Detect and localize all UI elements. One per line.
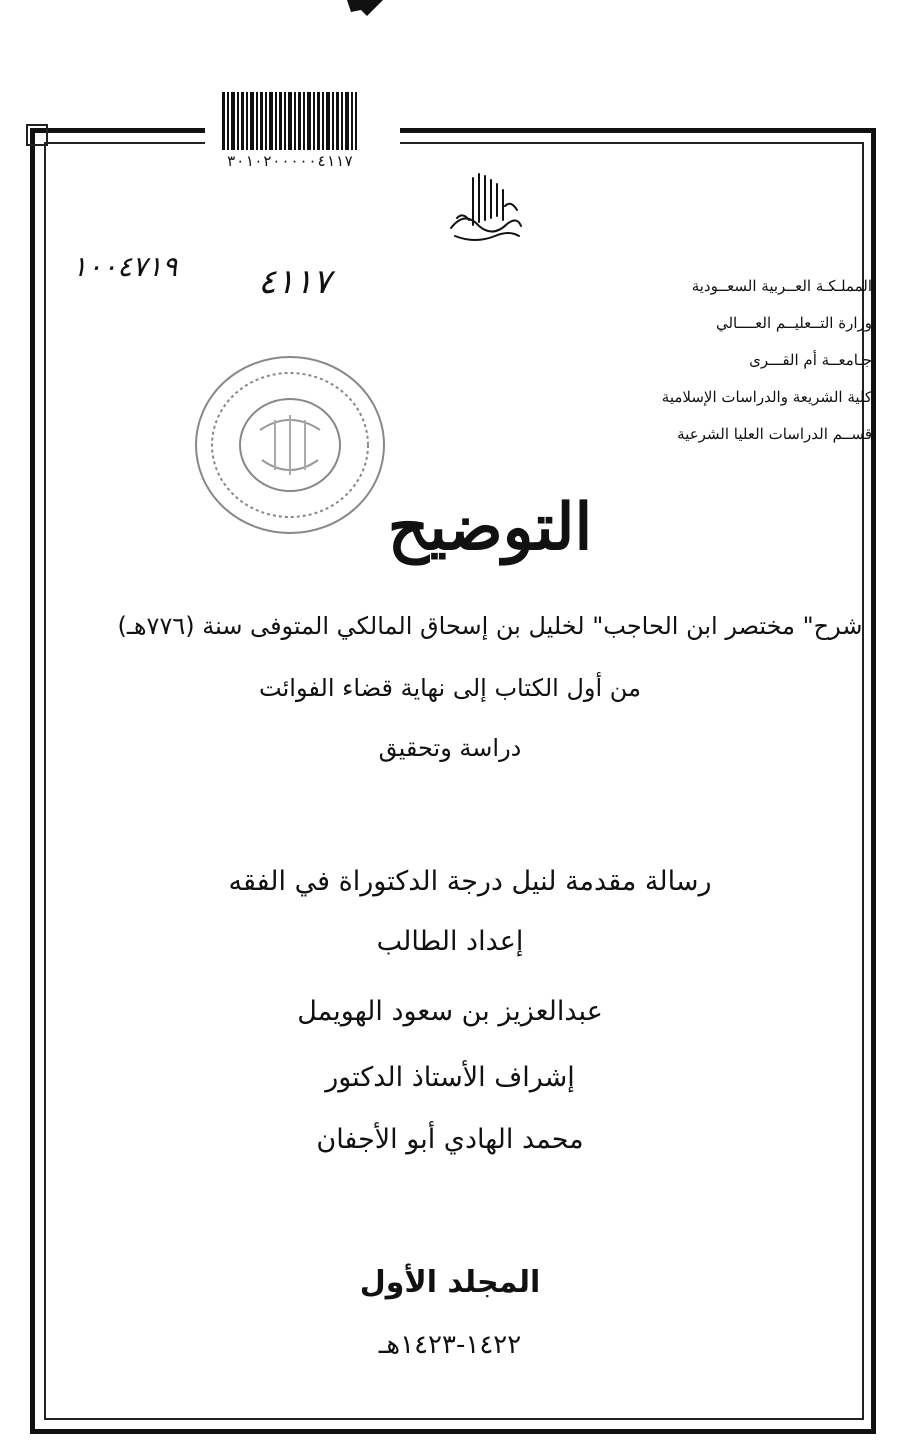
institution-line-university: جـامعــة أم القـــرى: [749, 351, 872, 369]
barcode-number: ٣٠١٠٢٠٠٠٠٠٤١١٧: [226, 152, 354, 170]
hijri-years: ١٤٢٢-١٤٢٣هـ: [378, 1330, 522, 1360]
institution-line-ministry: وزارة التــعليــم العــــالي: [715, 314, 872, 332]
degree-line: رسالة مقدمة لنيل درجة الدكتوراة في الفقه: [228, 866, 712, 897]
border-corner-ornament: [26, 124, 48, 146]
supervisor-label: إشراف الأستاذ الدكتور: [325, 1062, 575, 1093]
institution-header: [582, 268, 872, 453]
scan-speck: [345, 0, 385, 18]
supervisor-name: محمد الهادي أبو الأجفان: [316, 1124, 584, 1155]
handwritten-reference: ١٠٠٤٧١٩: [72, 250, 178, 283]
student-name: عبدالعزيز بن سعود الهويمل: [297, 996, 603, 1027]
institution-line-department: قســم الدراسات العليا الشرعية: [677, 425, 872, 443]
subtitle-description: شرح" مختصر ابن الحاجب" لخليل بن إسحاق المالكي المتوفى سنة (٧٧٦هـ): [117, 612, 863, 640]
institution-line-college: كلية الشريعة والدراسات الإسلامية: [661, 388, 872, 406]
subtitle-study: دراسة وتحقيق: [378, 734, 522, 762]
barcode: [222, 92, 357, 150]
institution-line-kingdom: المملـكـة العــربية السعــودية: [691, 277, 872, 295]
basmala-calligraphy: [445, 170, 525, 248]
volume-label: المجلد الأول: [359, 1265, 541, 1300]
handwritten-number: ٤١١٧: [258, 262, 332, 302]
book-title: التوضيح: [387, 490, 593, 565]
prepared-by-label: إعداد الطالب: [376, 926, 524, 957]
subtitle-scope: من أول الكتاب إلى نهاية قضاء الفوائت: [259, 674, 641, 702]
